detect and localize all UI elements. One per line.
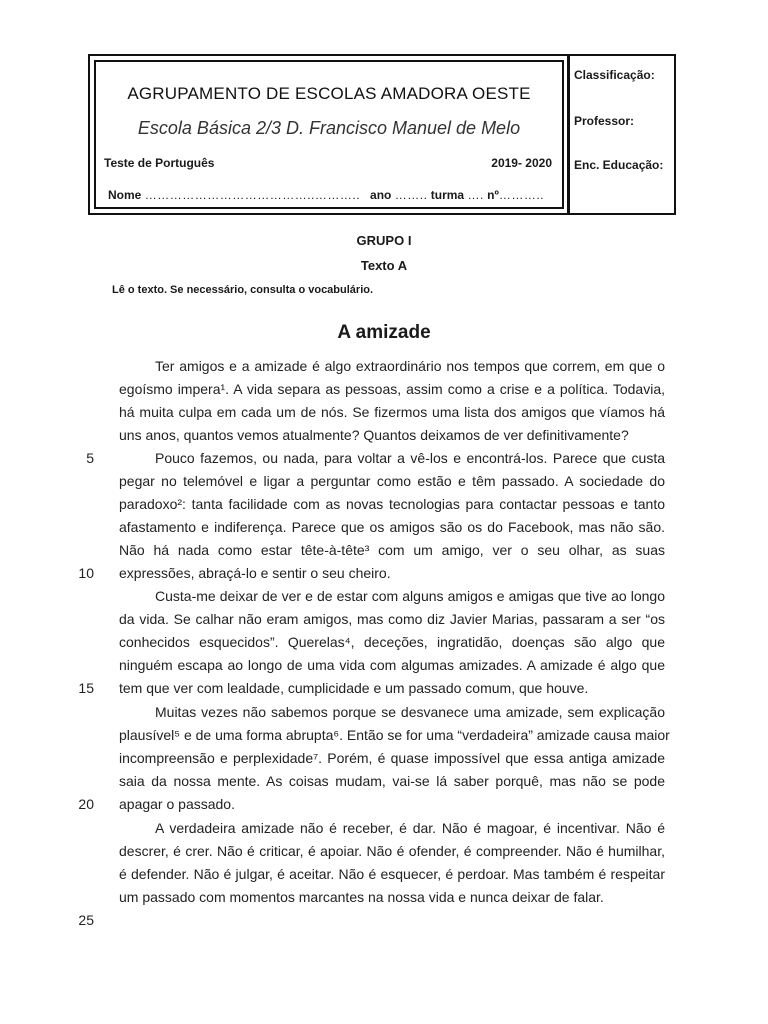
line-number: 20 bbox=[78, 796, 94, 812]
text-line: incompreensão e perplexidade⁷. Porém, é quase impossível que essa antiga amizade bbox=[119, 750, 665, 766]
instruction: Lê o texto. Se necessário, consulta o vocabulário. bbox=[112, 284, 374, 296]
text-line: Não há nada como estar tête-à-tête³ com um amigo, ver o seu olhar, as suas bbox=[119, 542, 665, 558]
school-year: 2019- 2020 bbox=[491, 156, 552, 170]
text-line: Custa-me deixar de ver e de estar com alguns amigos e amigas que tive ao longo bbox=[155, 588, 665, 604]
numero-label: nº bbox=[487, 188, 499, 202]
enc-educacao-label: Enc. Educação: bbox=[574, 158, 664, 172]
school-group-title: AGRUPAMENTO DE ESCOLAS AMADORA OESTE bbox=[127, 84, 531, 103]
text-line: pegar no telemóvel e ligar a perguntar como estão e têm passado. A sociedade do bbox=[119, 473, 665, 489]
professor-label: Professor: bbox=[574, 114, 635, 128]
ano-field[interactable]: …….. bbox=[394, 188, 428, 202]
line-number: 10 bbox=[78, 565, 94, 581]
text-line: descrer, é crer. Não é criticar, é apoiar. Não é ofender, é compreender. Não é humilhar, bbox=[119, 843, 665, 859]
line-number: 15 bbox=[78, 680, 94, 696]
turma-label: turma bbox=[430, 188, 465, 202]
text-line: expressões, abraçá-lo e sentir o seu cheiro. bbox=[119, 565, 391, 581]
school-info-box bbox=[94, 60, 564, 209]
line-number: 5 bbox=[86, 450, 94, 466]
text-line: Muitas vezes não sabemos porque se desvanece uma amizade, sem explicação bbox=[155, 704, 665, 720]
name-field[interactable]: …………………………………..……….. bbox=[144, 188, 361, 202]
line-number: 25 bbox=[78, 912, 94, 928]
numero-field[interactable]: ……….. bbox=[498, 188, 545, 202]
text-line: Ter amigos e a amizade é algo extraordinário nos tempos que correm, em que o bbox=[155, 358, 665, 374]
text-line: plausível⁵ e de uma forma abrupta⁶. Então se for uma “verdadeira” amizade causa maior bbox=[119, 727, 670, 743]
name-label: Nome bbox=[108, 188, 142, 202]
test-name: Teste de Português bbox=[104, 156, 215, 170]
text-line: egoísmo impera¹. A vida separa as pessoas, assim como a crise e a política. Todavia, bbox=[119, 381, 665, 397]
group-heading: GRUPO I bbox=[356, 233, 412, 248]
school-name: Escola Básica 2/3 D. Francisco Manuel de Melo bbox=[137, 118, 521, 138]
text-line: ninguém escapa ao longo de uma vida com algumas amizades. A amizade é algo que bbox=[119, 657, 665, 673]
header-divider bbox=[567, 56, 570, 213]
classificacao-label: Classificação: bbox=[574, 68, 655, 82]
article-title: A amizade bbox=[337, 322, 431, 343]
text-line: é defender. Não é julgar, é aceitar. Não é esquecer, é perdoar. Mas também é respeitar bbox=[119, 866, 665, 882]
text-line: Pouco fazemos, ou nada, para voltar a vê-los e encontrá-los. Parece que custa bbox=[155, 450, 665, 466]
header-box bbox=[88, 54, 676, 215]
text-heading: Texto A bbox=[360, 258, 408, 273]
text-line: saia da nossa mente. As coisas mudam, vai-se lá saber porquê, mas não se pode bbox=[119, 773, 665, 789]
turma-field[interactable]: …. bbox=[467, 188, 484, 202]
text-line: conhecidos esquecidos”. Querelas⁴, deceções, ingratidão, doenças são algo que bbox=[119, 634, 665, 650]
text-line: da vida. Se calhar não eram amigos, mas como diz Javier Marias, passaram a ser “os bbox=[119, 611, 665, 627]
text-line: há muita culpa em cada um de nós. Se fizermos uma lista dos amigos que víamos há bbox=[119, 404, 665, 420]
text-line: tem que ver com lealdade, cumplicidade e um passado comum, que houve. bbox=[119, 680, 589, 696]
text-line: um passado com momentos marcantes na nossa vida e nunca deixar de falar. bbox=[119, 889, 604, 905]
text-line: uns anos, quantos vemos atualmente? Quantos deixamos de ver definitivamente? bbox=[119, 427, 629, 443]
text-line: paradoxo²: tanta facilidade com as novas tecnologias para contactar pessoas e tanto bbox=[119, 496, 665, 512]
text-line: apagar o passado. bbox=[119, 796, 235, 812]
ano-label: ano bbox=[370, 188, 392, 202]
text-line: A verdadeira amizade não é receber, é dar. Não é magoar, é incentivar. Não é bbox=[155, 820, 665, 836]
text-line: afastamento e indiferença. Parece que os amigos são os do Facebook, mas não são. bbox=[119, 519, 665, 535]
student-fields bbox=[108, 188, 544, 202]
